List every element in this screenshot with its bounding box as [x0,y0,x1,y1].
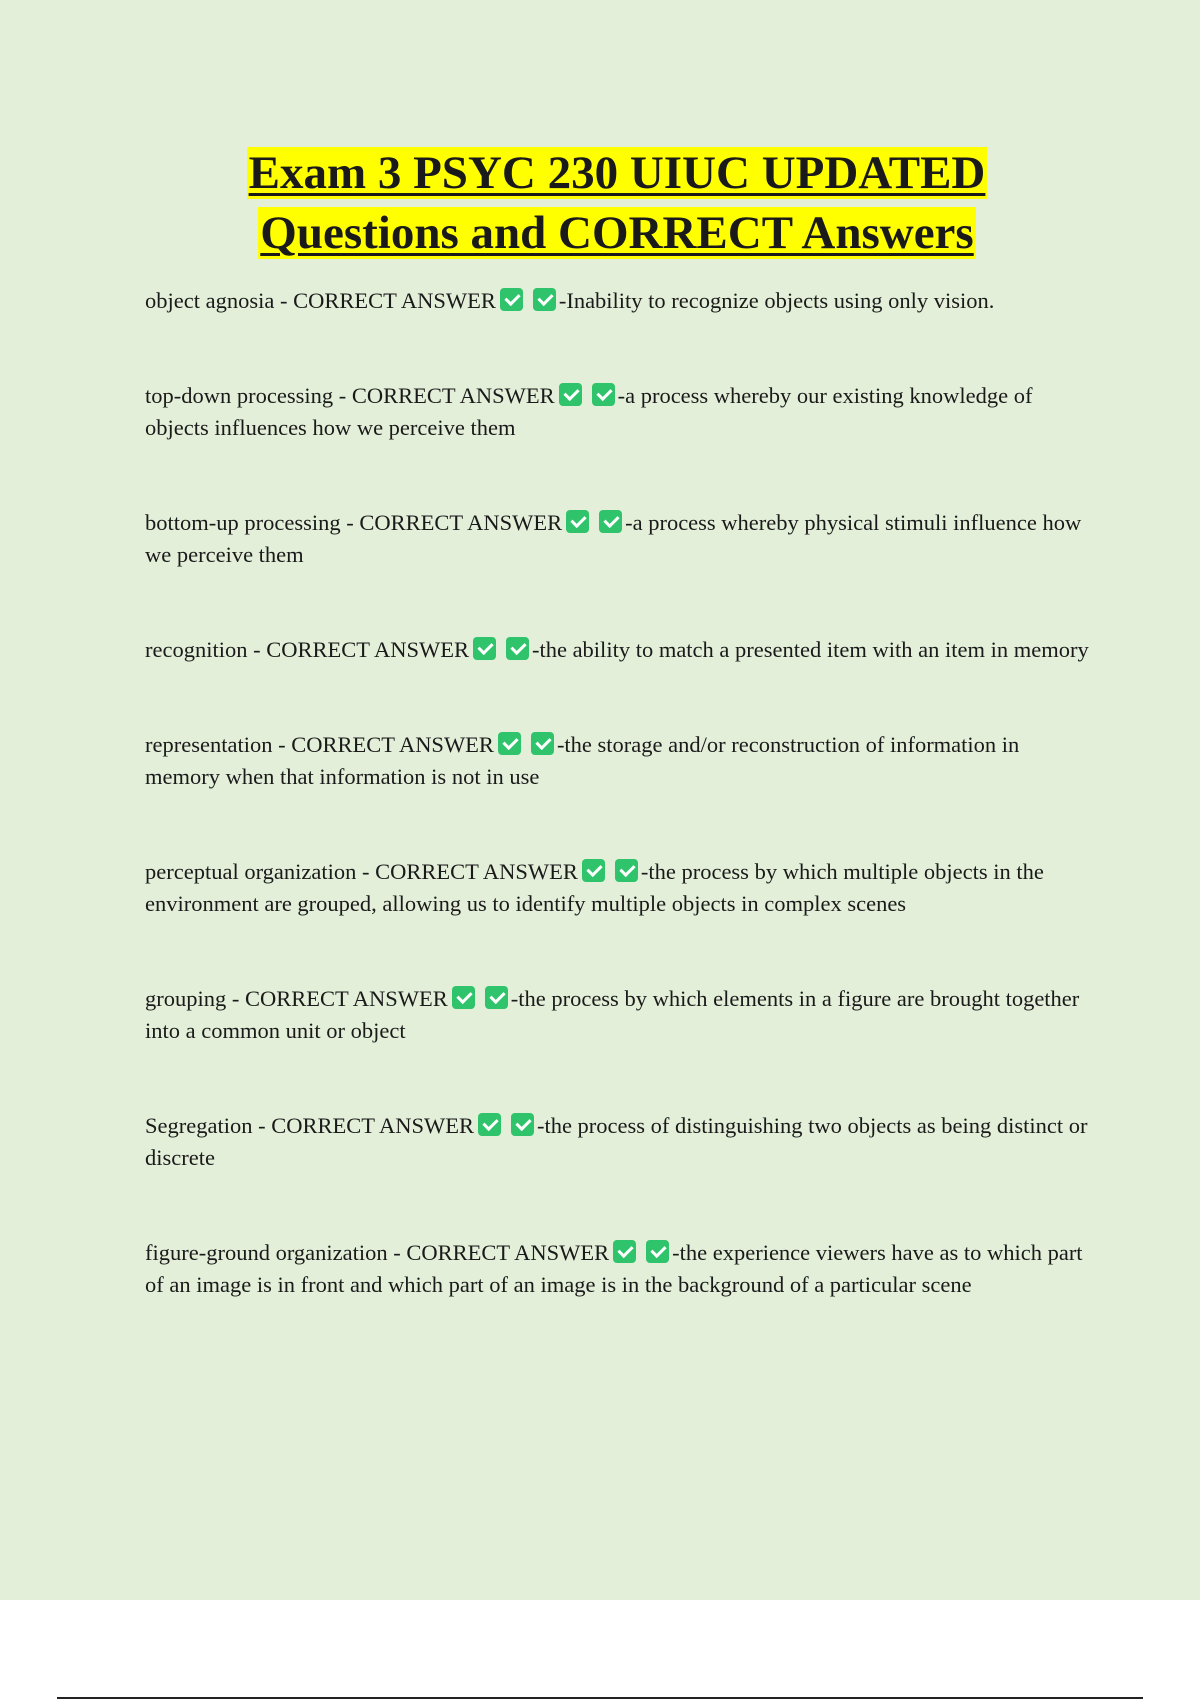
flashcard-entry [145,856,1095,920]
answer-label: - CORRECT ANSWER [356,859,578,884]
check-icon [498,732,521,755]
check-icon [506,637,529,660]
entry-definition: -a process whereby our existing knowledge of objects influences how we perceive them [145,383,1033,440]
flashcard-entry [145,983,1095,1047]
entry-term: recognition [145,637,248,662]
check-icon [599,510,622,533]
entry-definition: -the storage and/or reconstruction of information in memory when that information is not in use [145,732,1020,789]
answer-label: - CORRECT ANSWER [387,1240,610,1265]
entry-term: Segregation [145,1113,253,1138]
answer-label: - CORRECT ANSWER [333,383,555,408]
check-icon [531,732,554,755]
entry-term: representation [145,732,273,757]
answer-label: - CORRECT ANSWER [252,1113,474,1138]
title-line-1: Exam 3 PSYC 230 UIUC UPDATED [248,147,986,199]
entry-term: top-down processing [145,383,334,408]
answer-label: - CORRECT ANSWER [247,637,469,662]
check-icon [559,383,582,406]
entry-definition: -the experience viewers have as to which part of an image is in front and which part of an image is in the background of a particular scene [145,1240,1083,1297]
answer-label: - CORRECT ANSWER [226,986,448,1011]
entry-definition: -the process by which elements in a figure are brought together into a common unit or object [145,986,1080,1043]
check-icon [478,1113,501,1136]
entry-term: object agnosia [145,288,275,313]
flashcard-entry [145,380,1095,444]
entry-term: grouping [145,986,227,1011]
answer-label: - CORRECT ANSWER [340,510,563,535]
entry-term: figure-ground organization [145,1240,388,1265]
title-line-2: Questions and CORRECT Answers [260,207,974,259]
check-icon [511,1113,534,1136]
entry-definition: -Inability to recognize objects using only vision. [558,288,995,313]
answer-label: - CORRECT ANSWER [272,732,494,757]
check-icon [615,859,638,882]
check-icon [613,1240,636,1263]
flashcard-entry [145,1237,1095,1301]
flashcard-entry [145,1110,1095,1174]
check-icon [566,510,589,533]
flashcard-entry [145,285,1095,317]
check-icon [485,986,508,1009]
check-icon [592,383,615,406]
flashcard-entry [145,507,1095,571]
flashcard-entry [145,634,1095,666]
entry-term: perceptual organization [145,859,357,884]
entry-definition: -the process of distinguishing two objects as being distinct or discrete [145,1113,1088,1170]
entry-term: bottom-up processing [145,510,341,535]
check-icon [646,1240,669,1263]
check-icon [452,986,475,1009]
entry-definition: -the process by which multiple objects in the environment are grouped, allowing us to identify multiple objects in complex scenes [145,859,1044,916]
answer-label: - CORRECT ANSWER [274,288,496,313]
entry-definition: -the ability to match a presented item with an item in memory [531,637,1089,662]
entry-definition: -a process whereby physical stimuli influence how we perceive them [145,510,1082,567]
check-icon [500,288,523,311]
check-icon [582,859,605,882]
document-title [0,143,1200,263]
check-icon [473,637,496,660]
check-icon [533,288,556,311]
flashcard-list [145,285,1095,1301]
footer-divider [57,1697,1143,1699]
flashcard-entry [145,729,1095,793]
